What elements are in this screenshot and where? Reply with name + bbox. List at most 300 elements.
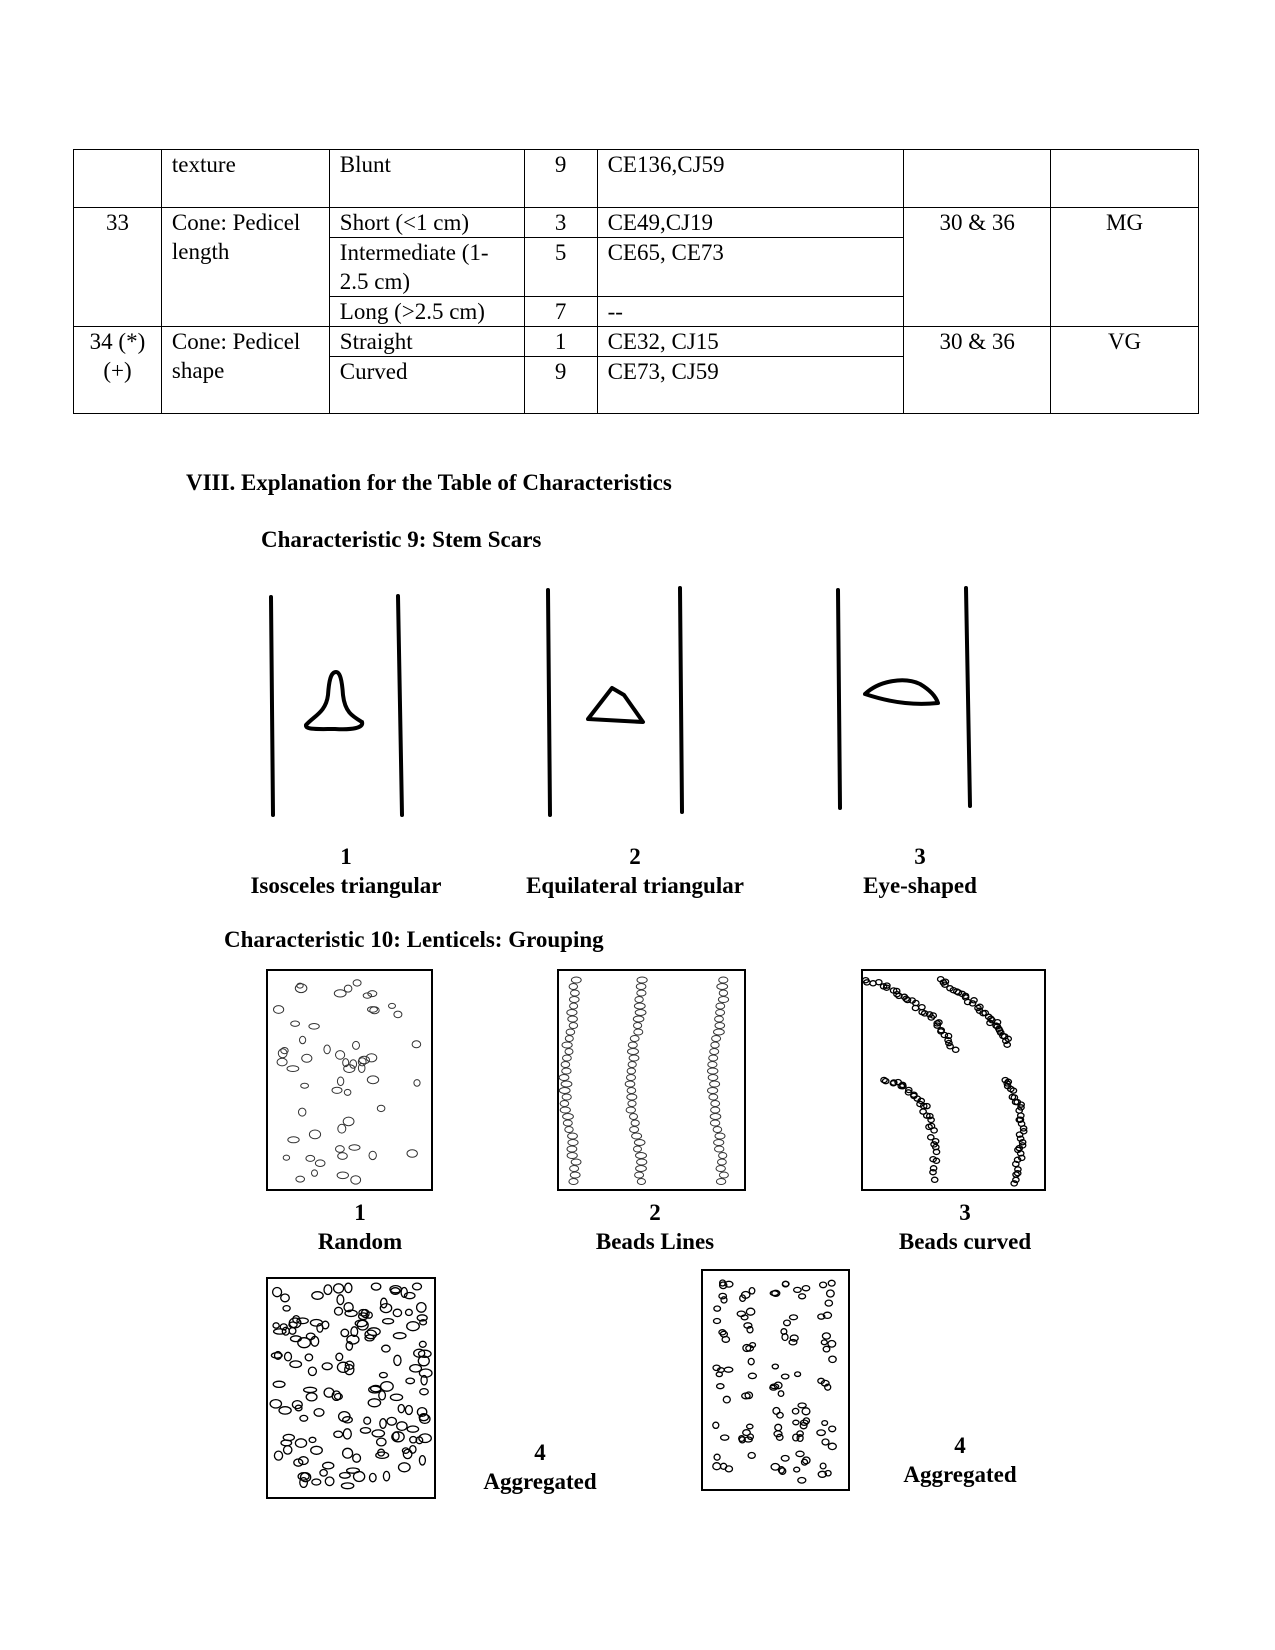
lenticel-dot <box>626 1107 635 1113</box>
lenticel-dot <box>627 1088 636 1094</box>
lenticel-dot <box>324 1045 330 1054</box>
lenticel-dot <box>338 1124 346 1133</box>
lenticel-dot <box>300 1415 308 1421</box>
lenticel-dot <box>559 1075 569 1081</box>
lenticel-dot <box>337 1362 349 1372</box>
growth-stage: 30 & 36 <box>904 327 1051 414</box>
lenticel-dot <box>798 1403 806 1408</box>
lenticel-dot <box>367 1328 380 1336</box>
lenticel-dot <box>719 977 728 983</box>
lenticel-dot <box>404 1293 415 1299</box>
lenticel-dot <box>715 1146 724 1152</box>
lenticel-dot <box>296 1176 305 1182</box>
lenticel-dot <box>570 1166 579 1172</box>
char-name: texture <box>161 150 329 208</box>
lenticel-dot <box>630 1114 638 1120</box>
lenticel-dot <box>713 1463 721 1470</box>
lenticel-dot <box>711 1042 719 1048</box>
figure-number: 2 <box>649 1200 661 1225</box>
lenticel-dot <box>719 1153 727 1159</box>
state-note: 3 <box>524 208 597 238</box>
lenticel-dot <box>562 1068 571 1074</box>
lenticel-dot <box>419 1456 425 1465</box>
char-name: Cone: Pedicel shape <box>161 327 329 414</box>
lenticel-dot <box>708 1075 718 1081</box>
lenticel-dot <box>320 1470 327 1477</box>
lenticel-dot <box>419 1434 431 1443</box>
lenticel-dot <box>714 1029 725 1035</box>
lenticel-dot <box>292 1401 302 1409</box>
lenticel-dot <box>349 1145 360 1151</box>
state-label: Intermediate (1-2.5 cm) <box>329 238 524 297</box>
example-varieties: CE49,CJ19 <box>597 208 904 238</box>
lenticel-dot <box>771 1464 779 1471</box>
lenticel-dot <box>312 1170 318 1176</box>
figure-number: 1 <box>354 1200 366 1225</box>
lenticel-dot <box>274 1329 286 1334</box>
lenticel-dot <box>628 1101 636 1107</box>
method: MG <box>1051 208 1199 327</box>
lenticel-dot <box>304 1387 317 1392</box>
lenticel-dot <box>634 1140 645 1146</box>
lenticel-dot <box>829 1426 836 1432</box>
lenticel-dot <box>380 1373 388 1378</box>
lenticel-dot <box>560 1107 570 1113</box>
lenticel-dot <box>394 1011 402 1018</box>
lenticel-dot <box>710 1049 719 1055</box>
lenticel-dot <box>717 984 728 990</box>
lenticel-dot <box>567 1153 577 1159</box>
lenticel-dot <box>340 1473 351 1479</box>
lenticel-dot <box>562 1042 572 1048</box>
lenticel-dot <box>637 990 646 996</box>
lenticel-dot <box>628 1042 637 1048</box>
lenticel-dot <box>820 1282 827 1288</box>
state-note: 5 <box>524 238 597 297</box>
lenticel-dot <box>383 1319 394 1324</box>
lenticel-dot <box>635 997 643 1003</box>
lenticel-dot <box>337 1172 348 1179</box>
lenticel-dot <box>570 1172 580 1178</box>
lenticel-dot <box>570 997 580 1003</box>
lenticel-dot <box>287 1066 299 1072</box>
lenticel-dot <box>630 1036 639 1042</box>
lenticel-dot <box>393 1432 399 1440</box>
lenticel-dot <box>380 1304 391 1313</box>
lenticel-dot <box>560 1101 569 1107</box>
lenticel-dot <box>799 1294 806 1299</box>
lenticel-dot <box>559 1088 570 1094</box>
lenticel-dot <box>381 1382 394 1392</box>
lenticel-dot <box>630 1127 639 1133</box>
lenticel-dot <box>299 1457 309 1465</box>
lenticel-dot <box>311 1446 323 1454</box>
lenticel-dot <box>796 1451 804 1456</box>
lenticel-dot <box>382 1345 390 1352</box>
char-number: 33 <box>74 208 162 327</box>
lenticel-dot <box>403 1449 412 1458</box>
lenticel-dot <box>322 1363 332 1370</box>
lenticel-dot <box>634 1029 643 1035</box>
state-label: Curved <box>329 357 524 414</box>
lenticel-dot <box>300 1036 306 1043</box>
lenticel-dot <box>748 1358 754 1364</box>
lenticel-dot <box>627 1094 637 1100</box>
lenticel-dot <box>571 1159 581 1165</box>
lenticel-dot <box>714 1319 721 1324</box>
lenticel-dot <box>627 1068 635 1074</box>
state-label: Blunt <box>329 150 524 208</box>
lenticel-dot <box>274 1451 282 1460</box>
lenticel-dot <box>273 1288 282 1297</box>
state-note: 1 <box>524 327 597 357</box>
lenticel-dot <box>399 1463 411 1472</box>
growth-stage: 30 & 36 <box>904 208 1051 327</box>
lenticel-dot <box>309 1130 320 1139</box>
random-lenticels-box <box>267 970 432 1190</box>
lenticel-dot <box>383 1471 389 1480</box>
lenticel-dot <box>309 1437 316 1442</box>
lenticel-dot <box>407 1322 420 1331</box>
lenticel-dot <box>397 1422 407 1431</box>
figure-number: 2 <box>629 844 641 869</box>
lenticel-dot <box>569 984 577 990</box>
lenticel-dot <box>795 1372 801 1377</box>
lenticel-dot <box>338 1153 348 1160</box>
lenticel-dot <box>719 1172 728 1178</box>
lenticel-dot <box>628 1049 639 1055</box>
lenticel-dot <box>290 1361 302 1368</box>
lenticel-dot <box>715 1023 725 1029</box>
lenticel-dot <box>790 1335 798 1341</box>
lenticel-dot <box>828 1280 835 1286</box>
lenticel-dot <box>285 1352 292 1361</box>
lenticel-dot <box>632 1133 642 1139</box>
figure-label: Equilateral triangular <box>526 873 744 898</box>
lenticel-dot <box>322 1321 329 1329</box>
lenticel-dot <box>334 1431 343 1437</box>
lenticel-dot <box>561 1081 572 1087</box>
lenticel-dot <box>413 1283 422 1290</box>
figure-label: Aggregated <box>903 1462 1017 1487</box>
state-label: Short (<1 cm) <box>329 208 524 238</box>
lenticel-dot <box>358 1064 365 1073</box>
lenticel-dot <box>637 977 647 983</box>
lenticel-dot <box>822 1439 829 1445</box>
char-name: Cone: Pedicel length <box>161 208 329 327</box>
lenticel-dot <box>636 984 646 990</box>
example-varieties: CE65, CE73 <box>597 238 904 297</box>
lenticel-dot <box>825 1300 832 1306</box>
lenticel-dot <box>953 1047 959 1052</box>
lenticel-dot <box>343 1429 351 1439</box>
lenticel-dot <box>359 1056 370 1064</box>
lenticel-dot <box>393 1309 401 1316</box>
lenticel-dot <box>637 1179 645 1185</box>
lenticel-dot <box>634 1003 645 1009</box>
lenticel-dot <box>270 1400 281 1408</box>
lenticel-dot <box>793 1434 799 1441</box>
lenticel-dot <box>366 1054 377 1062</box>
lenticel-dot <box>562 1094 571 1100</box>
beads-curved-lenticels <box>863 977 1027 1186</box>
lenticel-dot <box>721 1297 727 1303</box>
beads-lines-box <box>558 970 745 1190</box>
char10-title: Characteristic 10: Lenticels: Grouping <box>224 927 604 952</box>
lenticel-dot <box>724 1367 733 1372</box>
lenticel-dot <box>407 1426 418 1432</box>
lenticel-dot <box>334 990 346 997</box>
lenticel-dot <box>566 1029 575 1035</box>
lenticel-dot <box>821 1340 827 1345</box>
lenticel-dot <box>635 1010 646 1016</box>
lenticel-dot <box>324 1285 332 1295</box>
lenticel-dot <box>712 1036 721 1042</box>
lenticel-dot <box>364 1417 371 1424</box>
lenticel-dot <box>406 1378 415 1384</box>
lenticel-dot <box>568 1133 578 1139</box>
lenticel-dot <box>713 1127 722 1133</box>
aggregated-lenticels-2 <box>713 1280 837 1483</box>
lenticel-dot <box>336 1146 345 1153</box>
lenticel-dot <box>377 1438 386 1446</box>
lenticel-dot <box>794 1467 800 1472</box>
figure-caption <box>890 1431 1030 1489</box>
lenticel-dot <box>571 990 580 996</box>
state-label: Long (>2.5 cm) <box>329 297 524 327</box>
lenticel-dot <box>325 1477 334 1486</box>
figure-label: Beads Lines <box>595 1229 715 1254</box>
figure-caption <box>880 1198 1050 1256</box>
lenticel-dot <box>829 1356 836 1362</box>
lenticel-dot <box>336 1353 343 1360</box>
lenticel-dot <box>719 1293 727 1298</box>
method: VG <box>1051 327 1199 414</box>
lenticel-dot <box>718 1159 727 1165</box>
figure-number: 4 <box>534 1440 546 1465</box>
lenticel-dot <box>283 1306 290 1311</box>
lenticel-dot <box>709 1055 718 1061</box>
lenticel-dot <box>794 1287 802 1292</box>
lenticel-dot <box>828 1443 836 1449</box>
lenticel-dot <box>711 1107 720 1113</box>
lenticel-dot <box>571 977 581 983</box>
lenticel-dot <box>305 1354 312 1361</box>
lenticel-dot <box>350 1060 357 1069</box>
lenticel-dot <box>298 1473 309 1480</box>
lenticel-dot <box>793 1420 799 1425</box>
char-number: 34 (*) (+) <box>74 327 162 414</box>
lenticel-dot <box>323 1462 334 1469</box>
lenticel-dot <box>802 1286 809 1291</box>
lenticel-dot <box>563 1114 574 1120</box>
lenticel-dot <box>567 1146 577 1152</box>
lenticel-dot <box>798 1478 806 1484</box>
lenticel-dot <box>565 1127 573 1133</box>
char9-title: Characteristic 9: Stem Scars <box>261 527 542 552</box>
lenticel-dot <box>336 1051 345 1060</box>
lenticel-dot <box>772 1364 778 1369</box>
figure-label: Random <box>317 1229 403 1254</box>
lenticel-dot <box>636 1166 647 1172</box>
lenticel-dot <box>289 1328 296 1335</box>
lenticel-dot <box>341 1483 353 1489</box>
lenticel-dot <box>337 1077 343 1086</box>
lenticel-dot <box>716 1179 725 1185</box>
lenticel-dot <box>628 1062 636 1068</box>
lenticel-dot <box>410 1446 416 1454</box>
lenticel-dot <box>773 1408 780 1415</box>
lenticel-dot <box>420 1389 429 1395</box>
lenticel-dot <box>714 1306 721 1311</box>
lenticel-dot <box>314 1409 324 1417</box>
lenticel-dot <box>715 1016 724 1022</box>
figure-label: Isosceles triangular <box>250 873 442 898</box>
figure-label: Aggregated <box>483 1469 597 1494</box>
lenticel-dot <box>802 1408 810 1415</box>
lenticel-dot <box>405 1406 412 1415</box>
lenticel-dot <box>792 1408 798 1414</box>
lenticel-dot <box>274 1006 284 1014</box>
lenticel-dot <box>389 1003 396 1008</box>
figure-caption <box>470 1438 610 1496</box>
lenticel-dot <box>713 1422 719 1428</box>
figure-label: Beads curved <box>898 1229 1032 1254</box>
lenticel-dot <box>723 1396 730 1403</box>
lenticel-dot <box>414 1080 420 1087</box>
lenticel-dot <box>402 1448 409 1453</box>
lenticel-dot <box>570 1003 578 1009</box>
example-varieties: -- <box>597 297 904 327</box>
lenticel-dot <box>748 1373 756 1378</box>
lenticel-dot <box>932 1177 938 1182</box>
lenticel-dot <box>343 1117 354 1126</box>
lenticel-dot <box>708 1068 718 1074</box>
lenticel-dot <box>334 1284 344 1293</box>
lenticel-dot <box>315 1160 325 1167</box>
lenticel-dot <box>273 1381 285 1387</box>
lenticel-dot <box>351 1176 361 1184</box>
state-note: 7 <box>524 297 597 327</box>
lenticel-dot <box>341 1329 349 1336</box>
section-title: VIII. Explanation for the Table of Characteristics <box>186 470 672 495</box>
lenticel-dot <box>565 1036 573 1042</box>
lenticel-dot <box>569 1023 577 1029</box>
lenticel-dot <box>371 1283 380 1290</box>
lenticel-dot <box>377 1105 385 1111</box>
lenticel-dot <box>343 1448 353 1458</box>
lenticel-dot <box>309 1024 319 1030</box>
lenticel-dot <box>716 1003 725 1009</box>
state-note: 9 <box>524 150 597 208</box>
lenticel-dot <box>710 1081 720 1087</box>
lenticel-dot <box>777 1412 783 1418</box>
lenticel-dot <box>629 1055 639 1061</box>
lenticel-dot <box>279 1407 291 1414</box>
figure-label: Eye-shaped <box>863 873 977 898</box>
lenticel-dot <box>714 1454 720 1460</box>
example-varieties: CE136,CJ59 <box>597 150 904 208</box>
lenticel-dot <box>789 1340 797 1345</box>
lenticel-dot <box>417 1303 426 1313</box>
lenticel-dot <box>301 1083 309 1088</box>
lenticel-dot <box>568 1016 578 1022</box>
lenticel-dot <box>387 1417 396 1425</box>
lenticel-dot <box>633 1016 644 1022</box>
lenticel-dot <box>308 1367 316 1375</box>
lenticel-dot <box>302 1054 312 1062</box>
lenticel-dot <box>367 1076 378 1084</box>
lenticel-dot <box>353 980 361 986</box>
lenticel-dot <box>283 1155 289 1160</box>
lenticel-dot <box>716 1166 725 1172</box>
lenticel-dot <box>716 1010 725 1016</box>
lenticel-dot <box>709 1094 718 1100</box>
lenticel-dot <box>277 1058 287 1066</box>
lenticel-dot <box>561 1062 570 1068</box>
lenticel-dot <box>569 1179 578 1185</box>
lenticel-dot <box>407 1150 417 1158</box>
lenticel-dot <box>822 1421 828 1426</box>
lenticel-dot <box>790 1315 798 1320</box>
state-note: 9 <box>524 357 597 414</box>
lenticel-dot <box>823 1346 830 1352</box>
lenticel-dot <box>563 1055 572 1061</box>
lenticel-dot <box>372 1430 384 1437</box>
lenticel-dot <box>406 1309 413 1315</box>
lenticel-dot <box>625 1081 635 1087</box>
aggregated-lenticels-1 <box>270 1283 432 1489</box>
lenticel-dot <box>827 1290 835 1297</box>
lenticel-dot <box>306 1393 317 1401</box>
lenticel-dot <box>295 1439 306 1448</box>
lenticel-dot <box>782 1374 789 1379</box>
lenticel-dot <box>817 1430 825 1436</box>
lenticel-dot <box>778 1391 784 1397</box>
lenticel-dot <box>718 997 728 1003</box>
lenticel-dot <box>312 1292 323 1300</box>
lenticel-dot <box>298 1338 311 1348</box>
lenticel-dot <box>393 1333 406 1339</box>
example-varieties: CE32, CJ15 <box>597 327 904 357</box>
lenticel-dot <box>721 1435 729 1440</box>
lenticel-dot <box>299 1108 306 1116</box>
lenticel-dot <box>565 1049 573 1055</box>
lenticel-dot <box>719 990 727 996</box>
lenticel-dot <box>637 1159 647 1165</box>
lenticel-dot <box>368 991 377 997</box>
lenticel-dot <box>781 1456 789 1462</box>
figure-number: 4 <box>954 1433 966 1458</box>
figure-number: 3 <box>959 1200 971 1225</box>
lenticel-dot <box>284 1446 292 1454</box>
lenticel-dot <box>784 1320 791 1326</box>
lenticel-dot <box>711 1101 720 1107</box>
lenticel-dot <box>353 1041 360 1049</box>
lenticel-dot <box>291 1021 300 1026</box>
lenticel-dot <box>332 1087 342 1093</box>
lenticel-dot <box>281 1294 290 1302</box>
lenticel-dot <box>354 1472 365 1482</box>
lenticel-dot <box>310 1320 322 1327</box>
lenticel-dot <box>708 1062 717 1068</box>
lenticel-dot <box>288 1137 299 1143</box>
lenticel-dot <box>419 1341 426 1347</box>
lenticel-dot <box>394 1355 401 1365</box>
lenticel-dot <box>634 1023 642 1029</box>
lenticel-dot <box>746 1308 754 1315</box>
lenticel-dot <box>822 1333 830 1339</box>
